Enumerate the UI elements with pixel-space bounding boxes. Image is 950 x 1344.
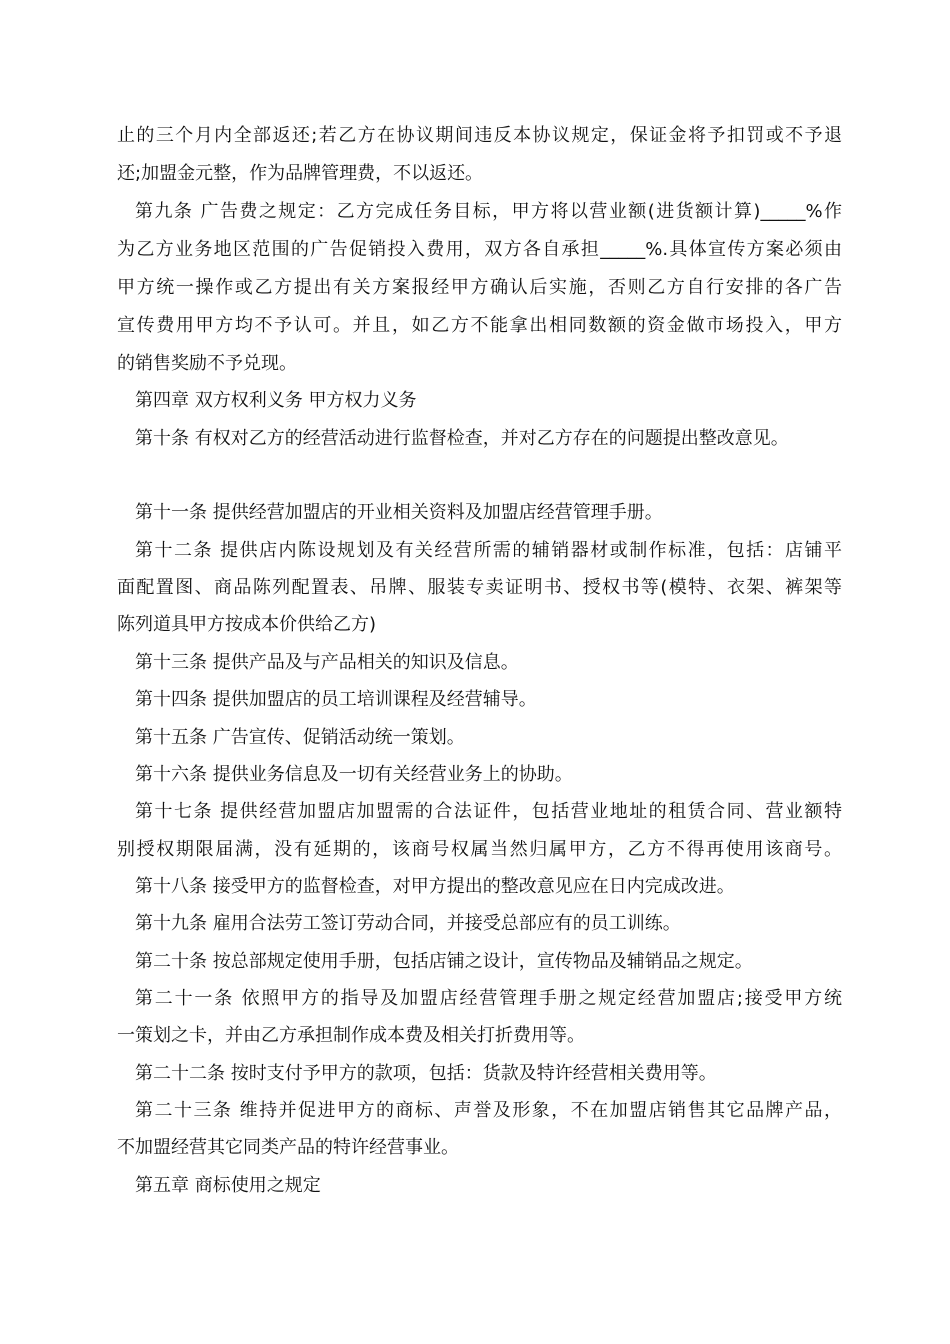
article-13: 第十三条 提供产品及与产品相关的知识及信息。 <box>135 652 519 673</box>
text-line: 陈列道具甲方按成本价供给乙方) <box>117 614 377 635</box>
article-20: 第二十条 按总部规定使用手册，包括店铺之设计，宣传物品及辅销品之规定。 <box>135 951 753 972</box>
article-21: 第二十一条 依照甲方的指导及加盟店经营管理手册之规定经营加盟店;接受甲方统 <box>135 988 842 1009</box>
article-15: 第十五条 广告宣传、促销活动统一策划。 <box>135 727 465 748</box>
text-line: 面配置图、商品陈列配置表、吊牌、服装专卖证明书、授权书等(模特、衣架、裤架等 <box>117 577 842 598</box>
article-18: 第十八条 接受甲方的监督检查，对甲方提出的整改意见应在日内完成改进。 <box>135 876 735 897</box>
article-16: 第十六条 提供业务信息及一切有关经营业务上的协助。 <box>135 764 573 785</box>
chapter-4-heading: 第四章 双方权利义务 甲方权力义务 <box>135 390 417 411</box>
article-11: 第十一条 提供经营加盟店的开业相关资料及加盟店经营管理手册。 <box>135 502 663 523</box>
text-line: 止的三个月内全部返还;若乙方在协议期间违反本协议规定，保证金将予扣罚或不予退 <box>117 125 842 146</box>
text-line: 一策划之卡，并由乙方承担制作成本费及相关打折费用等。 <box>117 1025 585 1046</box>
article-12: 第十二条 提供店内陈设规划及有关经营所需的辅销器材或制作标准，包括：店铺平 <box>135 540 842 561</box>
article-14: 第十四条 提供加盟店的员工培训课程及经营辅导。 <box>135 689 537 710</box>
article-17: 第十七条 提供经营加盟店加盟需的合法证件，包括营业地址的租赁合同、营业额特 <box>135 801 842 822</box>
text-line: 甲方统一操作或乙方提出有关方案报经甲方确认后实施，否则乙方自行安排的各广告 <box>117 277 842 298</box>
text-line: 还;加盟金元整，作为品牌管理费，不以返还。 <box>117 163 484 184</box>
article-9: 第九条 广告费之规定：乙方完成任务目标，甲方将以营业额(进货额计算)_____%作 <box>135 201 842 222</box>
article-19: 第十九条 雇用合法劳工签订劳动合同，并接受总部应有的员工训练。 <box>135 913 681 934</box>
article-23: 第二十三条 维持并促进甲方的商标、声誉及形象，不在加盟店销售其它品牌产品， <box>135 1100 842 1121</box>
text-line: 为乙方业务地区范围的广告促销投入费用，双方各自承担_____%.具体宣传方案必须由 <box>117 239 842 260</box>
text-line: 别授权期限届满，没有延期的，该商号权属当然归属甲方，乙方不得再使用该商号。 <box>117 839 842 860</box>
text-line: 不加盟经营其它同类产品的特许经营事业。 <box>117 1137 459 1158</box>
text-line: 的销售奖励不予兑现。 <box>117 353 297 374</box>
chapter-5-heading: 第五章 商标使用之规定 <box>135 1175 321 1196</box>
text-line: 宣传费用甲方均不予认可。并且，如乙方不能拿出相同数额的资金做市场投入，甲方 <box>117 315 842 336</box>
article-22: 第二十二条 按时支付予甲方的款项，包括：货款及特许经营相关费用等。 <box>135 1063 717 1084</box>
article-10: 第十条 有权对乙方的经营活动进行监督检查，并对乙方存在的问题提出整改意见。 <box>135 428 789 449</box>
